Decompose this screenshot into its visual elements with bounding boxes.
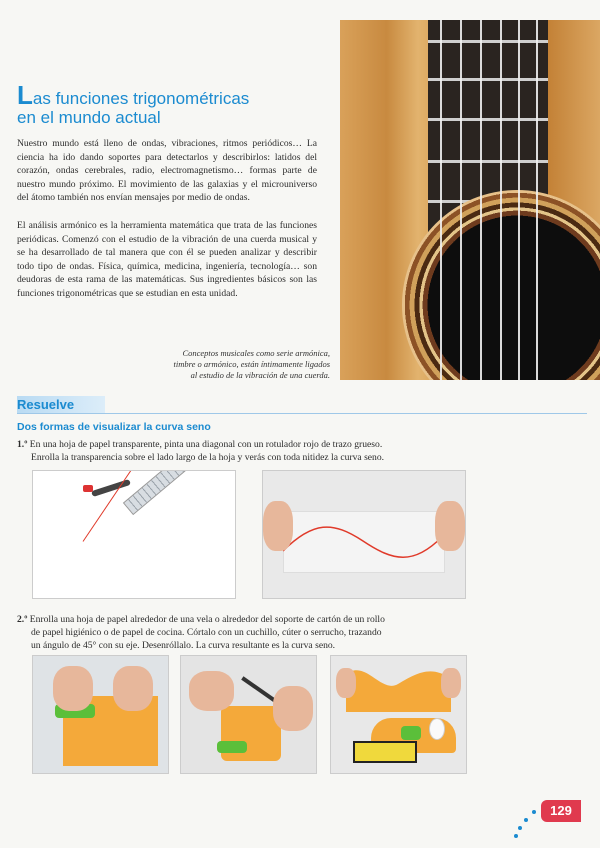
- left-hand: [189, 671, 234, 711]
- guitar-fret: [428, 160, 548, 163]
- ruler: [123, 470, 236, 515]
- left-hand: [53, 666, 93, 711]
- dot: [518, 826, 522, 830]
- intro-paragraph: Nuestro mundo está lleno de ondas, vibraciones, ritmos periódicos… La ciencia ha ido dando soportes para detectarlos y describirlos: latidos del corazón, ondas cerebrales, radio, electromagnetismo… formas parte de nuestro mundo próximo. El movimiento de las galaxias y el microuniverso del átomo también nos envían mensajes por medio de ondas.: [17, 138, 317, 203]
- sine-cut-paper: [346, 664, 451, 714]
- step-text-continued: Enrolla la transparencia sobre el lado largo de la hoja y verás con toda nitidez la curva seno.: [31, 452, 385, 463]
- photo-caption: Conceptos musicales como serie armónica, timbre o armónico, están íntimamente ligados al estudio de la vibración de una cuerda.: [173, 348, 330, 380]
- guitar-fret: [428, 118, 548, 121]
- photo-cutting-roll: [180, 655, 317, 774]
- guitar-fret: [428, 40, 548, 43]
- sine-curve: [283, 511, 443, 571]
- hacksaw: [353, 741, 417, 763]
- guitar-string: [536, 20, 538, 380]
- guitar-string: [460, 20, 462, 380]
- exercise-subheading: Dos formas de visualizar la curva seno: [17, 421, 211, 433]
- photo-transparency-diagonal: [32, 470, 236, 599]
- paper-tube: [401, 726, 421, 740]
- step-text: En una hoja de papel transparente, pinta una diagonal con un rotulador rojo de trazo grueso.: [29, 439, 383, 450]
- title-line1: as funciones trigonométricas: [32, 89, 250, 108]
- title-line2: en el mundo actual: [17, 108, 161, 127]
- right-hand: [113, 666, 153, 711]
- red-marker: [91, 479, 131, 497]
- right-hand: [435, 501, 465, 551]
- resuelve-section-bar: [17, 396, 587, 414]
- guitar-string: [440, 20, 442, 380]
- photo-rolling-paper: [32, 655, 169, 774]
- step-text-continued: de papel higiénico o de papel de cocina. Córtalo con un cuchillo, cúter o serrucho, trazando: [31, 627, 382, 638]
- candle: [429, 718, 445, 740]
- title-initial: L: [17, 80, 33, 110]
- step-text-continued: un ángulo de 45° con su eje. Desenróllalo. La curva resultante es la curva seno.: [31, 640, 336, 651]
- resuelve-label: Resuelve: [17, 396, 105, 413]
- photo-rolled-transparency: [262, 470, 466, 599]
- step-2: [17, 613, 577, 652]
- step-1: [17, 438, 577, 464]
- photo-unrolled-sine-paper: [330, 655, 467, 774]
- decorative-dots: [512, 808, 540, 838]
- step-number: 1.º: [17, 439, 28, 450]
- paper-tube: [217, 741, 247, 753]
- guitar-fret: [428, 78, 548, 81]
- dot: [514, 834, 518, 838]
- guitar-photo: [340, 20, 600, 380]
- page-title: [17, 80, 317, 127]
- dot: [532, 810, 536, 814]
- left-hand: [336, 668, 356, 698]
- step-number: 2.º: [17, 614, 28, 625]
- page-number: 129: [541, 800, 581, 822]
- guitar-string: [480, 20, 482, 380]
- left-hand: [263, 501, 293, 551]
- step-text: Enrolla una hoja de papel alrededor de una vela o alrededor del soporte de cartón de un rollo: [29, 614, 385, 625]
- right-hand: [273, 686, 313, 731]
- guitar-string: [518, 20, 520, 380]
- right-hand: [441, 668, 461, 698]
- harmonic-analysis-paragraph: El análisis armónico es la herramienta matemática que trata de las funciones periódicas. Comenzó con el estudio de la vibración de una cuerda musical y se ha desarrollado de tal manera que con él se pueden analizar y describir todo tipo de ondas. Física, química, medicina, ingeniería, tecnología… son deudoras de esta rama de las matemáticas. Sus ingredientes básicos son las funciones trigonométricas que se estudian en esta unidad.: [17, 220, 317, 299]
- red-diagonal-line: [83, 470, 157, 542]
- guitar-string: [500, 20, 502, 380]
- dot: [524, 818, 528, 822]
